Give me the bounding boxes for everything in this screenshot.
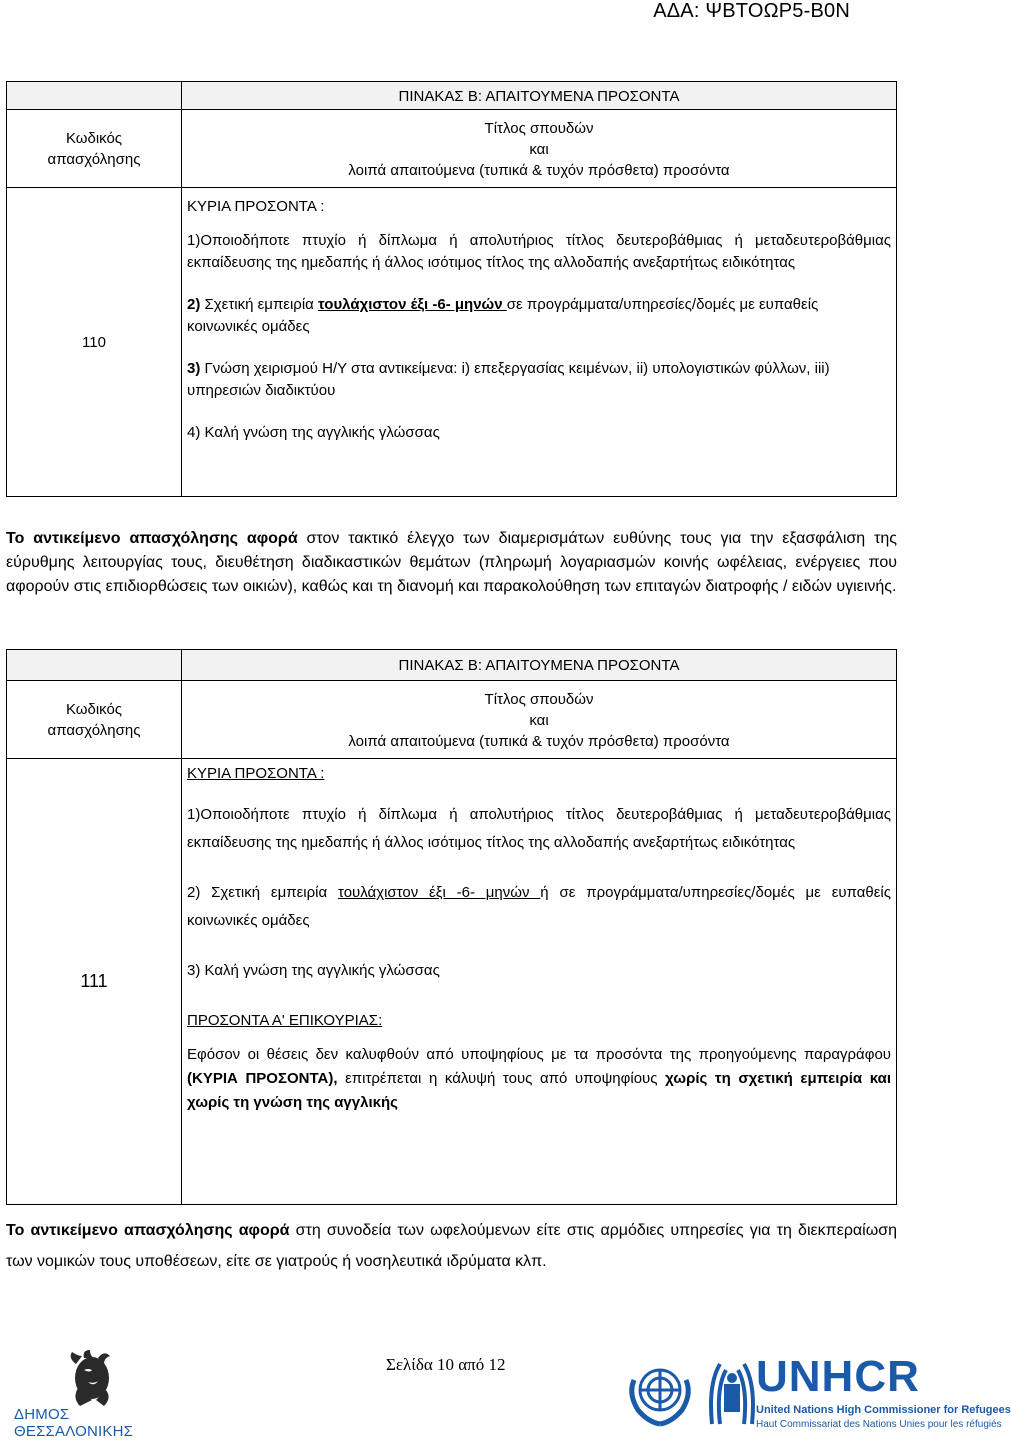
- qualification-1: 1)Οποιοδήποτε πτυχίο ή δίπλωμα ή απολυτήριος τίτλος δευτεροβάθμιας ή μεταδευτεροβάθμιας εκπαίδευσης της ημεδαπής ή άλλος ισότιμος τίτλος της αλλοδαπής ανεξαρτήτως ειδικότητας: [187, 232, 891, 271]
- unhcr-english-name: United Nations High Commissioner for Refugees: [756, 1404, 1011, 1416]
- ada-code: ΑΔΑ: ΨΒΤΟΩΡ5-Β0Ν: [653, 0, 850, 22]
- qualification-1: 1)Οποιοδήποτε πτυχίο ή δίπλωμα ή απολυτήριος τίτλος δευτεροβάθμιας ή μεταδευτεροβάθμιας εκπαίδευσης της ημεδαπής ή άλλος ισότιμος τίτλος της αλλοδαπής ανεξαρτήτως ειδικότητας: [187, 806, 891, 851]
- unhcr-french-name: Haut Commissariat des Nations Unies pour les réfugiés: [756, 1419, 1002, 1430]
- page-number: Σελίδα 10 από 12: [386, 1355, 506, 1374]
- unhcr-brand: UNHCR: [756, 1352, 920, 1401]
- code-column-header: Κωδικός απασχόλησης: [7, 681, 182, 759]
- municipality-name: ΔΗΜΟΣ ΘΕΣΣΑΛΟΝΙΚΗΣ: [14, 1406, 134, 1440]
- qualifications-column-header: Τίτλος σπουδών και λοιπά απαιτούμενα (τυπικά & τυχόν πρόσθετα) προσόντα: [182, 110, 897, 188]
- table-title: ΠΙΝΑΚΑΣ Β: ΑΠΑΙΤΟΥΜΕΝΑ ΠΡΟΣΟΝΤΑ: [182, 82, 897, 110]
- auxiliary-qualifications-text: Εφόσον οι θέσεις δεν καλυφθούν από υποψηφίους με τα προσόντα της προηγούμενης παραγράφου (ΚΥΡΙΑ ΠΡΟΣΟΝΤΑ), επιτρέπεται η κάλυψή τους από υποψηφίους χωρίς τη σχετική εμπειρία και χωρίς τη γνώση της αγγλικής: [187, 1046, 891, 1111]
- job-code: 111: [7, 759, 182, 1205]
- requirements-table-110: [6, 81, 897, 497]
- unhcr-logo: [620, 1350, 1011, 1436]
- requirements-table-111: [6, 649, 897, 1205]
- main-qualifications-label: ΚΥΡΙΑ ΠΡΟΣΟΝΤΑ :: [187, 765, 325, 782]
- auxiliary-qualifications-label: ΠΡΟΣΟΝΤΑ Α' ΕΠΙΚΟΥΡΙΑΣ:: [187, 1012, 383, 1029]
- unhcr-hands-icon: [706, 1354, 758, 1430]
- qualifications-column-header: Τίτλος σπουδών και λοιπά απαιτούμενα (τυπικά & τυχόν πρόσθετα) προσόντα: [182, 681, 897, 759]
- qualification-2: 2) Σχετική εμπειρία τουλάχιστον έξι -6- μηνών ή σε προγράμματα/υπηρεσίες/δομές με ευπαθείς κοινωνικές ομάδες: [187, 884, 891, 929]
- table-title: ΠΙΝΑΚΑΣ Β: ΑΠΑΙΤΟΥΜΕΝΑ ΠΡΟΣΟΝΤΑ: [182, 650, 897, 681]
- un-emblem-icon: [620, 1350, 710, 1430]
- qualifications-cell: [182, 188, 897, 497]
- main-qualifications-label: ΚΥΡΙΑ ΠΡΟΣΟΝΤΑ :: [187, 198, 325, 215]
- code-column-header: Κωδικός απασχόλησης: [7, 110, 182, 188]
- qualification-4: 4) Καλή γνώση της αγγλικής γλώσσας: [187, 424, 440, 441]
- job-description-111: Το αντικείμενο απασχόλησης αφορά στη συνοδεία των ωφελούμενων είτε στις αρμόδιες υπηρεσίες για τη διεκπεραίωση των νομικών τους υποθέσεων, είτε σε γιατρούς ή νοσηλευτικά ιδρύματα κλπ.: [6, 1222, 897, 1270]
- qualification-2: 2) Σχετική εμπειρία τουλάχιστον έξι -6- μηνών σε προγράμματα/υπηρεσίες/δομές με ευπαθείς κοινωνικές ομάδες: [187, 296, 819, 335]
- job-code: 110: [7, 188, 182, 497]
- qualifications-cell: [182, 759, 897, 1205]
- qualification-3: 3) Καλή γνώση της αγγλικής γλώσσας: [187, 962, 440, 979]
- qualification-3: 3) Γνώση χειρισμού Η/Υ στα αντικείμενα: i) επεξεργασίας κειμένων, ii) υπολογιστικών φύλλων, iii) υπηρεσιών διαδικτύου: [187, 360, 830, 399]
- municipality-logo: [14, 1350, 184, 1440]
- job-description-110: Το αντικείμενο απασχόλησης αφορά στον τακτικό έλεγχο των διαμερισμάτων ευθύνης τους για την εξασφάλιση της εύρυθμης λειτουργίας τους, διευθέτηση διαδικαστικών θεμάτων (πληρωμή λογαριασμών κοινής ωφέλειας, ενέργειες που αφορούν στις επιδιορθώσεις των οικιών), καθώς και τη διανομή και παρακολούθηση των επιταγών διατροφής / ειδών υγιεινής.: [6, 530, 898, 595]
